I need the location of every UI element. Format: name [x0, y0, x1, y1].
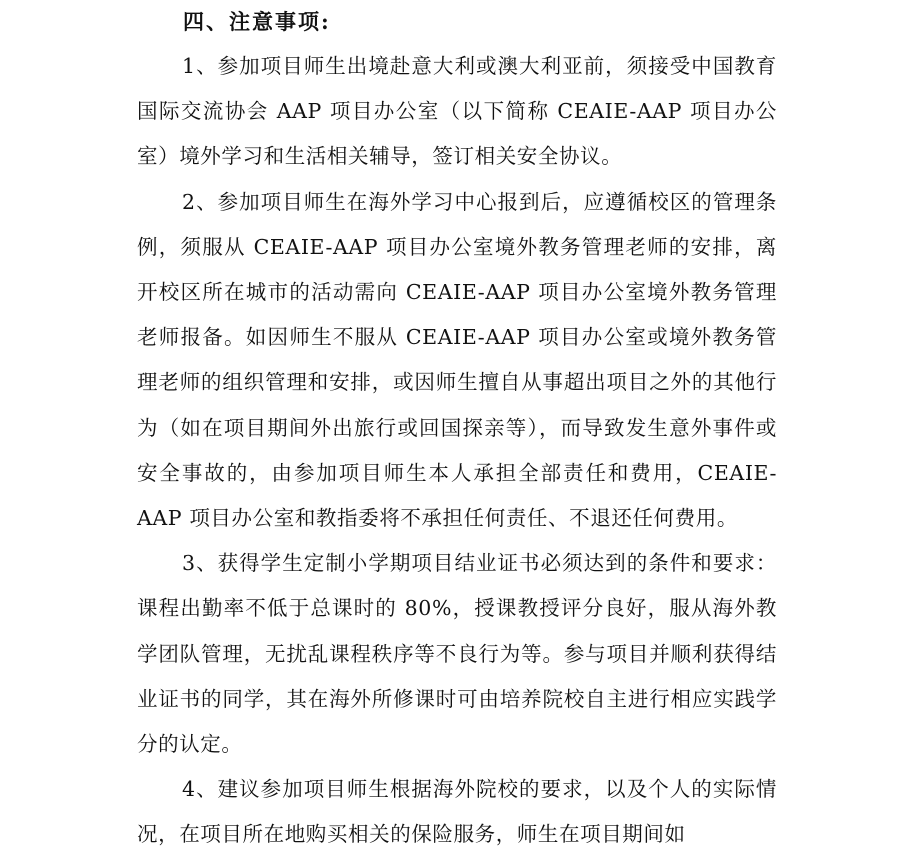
section-heading: 四、注意事项:	[183, 9, 331, 34]
document-page	[137, 0, 777, 858]
paragraph-3: 3、获得学生定制小学期项目结业证书必须达到的条件和要求：课程出勤率不低于总课时的 80%，授课教授评分良好，服从海外教学团队管理，无扰乱课程秩序等不良行为等。参与项目并顺利获得结业证书的同学，其在海外所修课时可由培养院校自主进行相应实践学分的认定。	[137, 551, 777, 757]
paragraph-1: 1、参加项目师生出境赴意大利或澳大利亚前，须接受中国教育国际交流协会 AAP 项目办公室（以下简称 CEAIE-AAP 项目办公室）境外学习和生活相关辅导，签订相关安全协议。	[137, 54, 777, 169]
paragraph-2: 2、参加项目师生在海外学习中心报到后，应遵循校区的管理条例，须服从 CEAIE-AAP 项目办公室境外教务管理老师的安排，离开校区所在城市的活动需向 CEAIE-AAP 项目办公室境外教务管理老师报备。如因师生不服从 CEAIE-AAP 项目办公室或境外教务管理老师的组织管理和安排，或因师生擅自从事超出项目之外的其他行为（如在项目期间外出旅行或回国探亲等），而导致发生意外事件或安全事故的，由参加项目师生本人承担全部责任和费用，CEAIE-AAP 项目办公室和教指委将不承担任何责任、不退还任何费用。	[137, 189, 777, 531]
paragraph-4: 4、建议参加项目师生根据海外院校的要求，以及个人的实际情况，在项目所在地购买相关的保险服务，师生在项目期间如	[137, 777, 777, 847]
